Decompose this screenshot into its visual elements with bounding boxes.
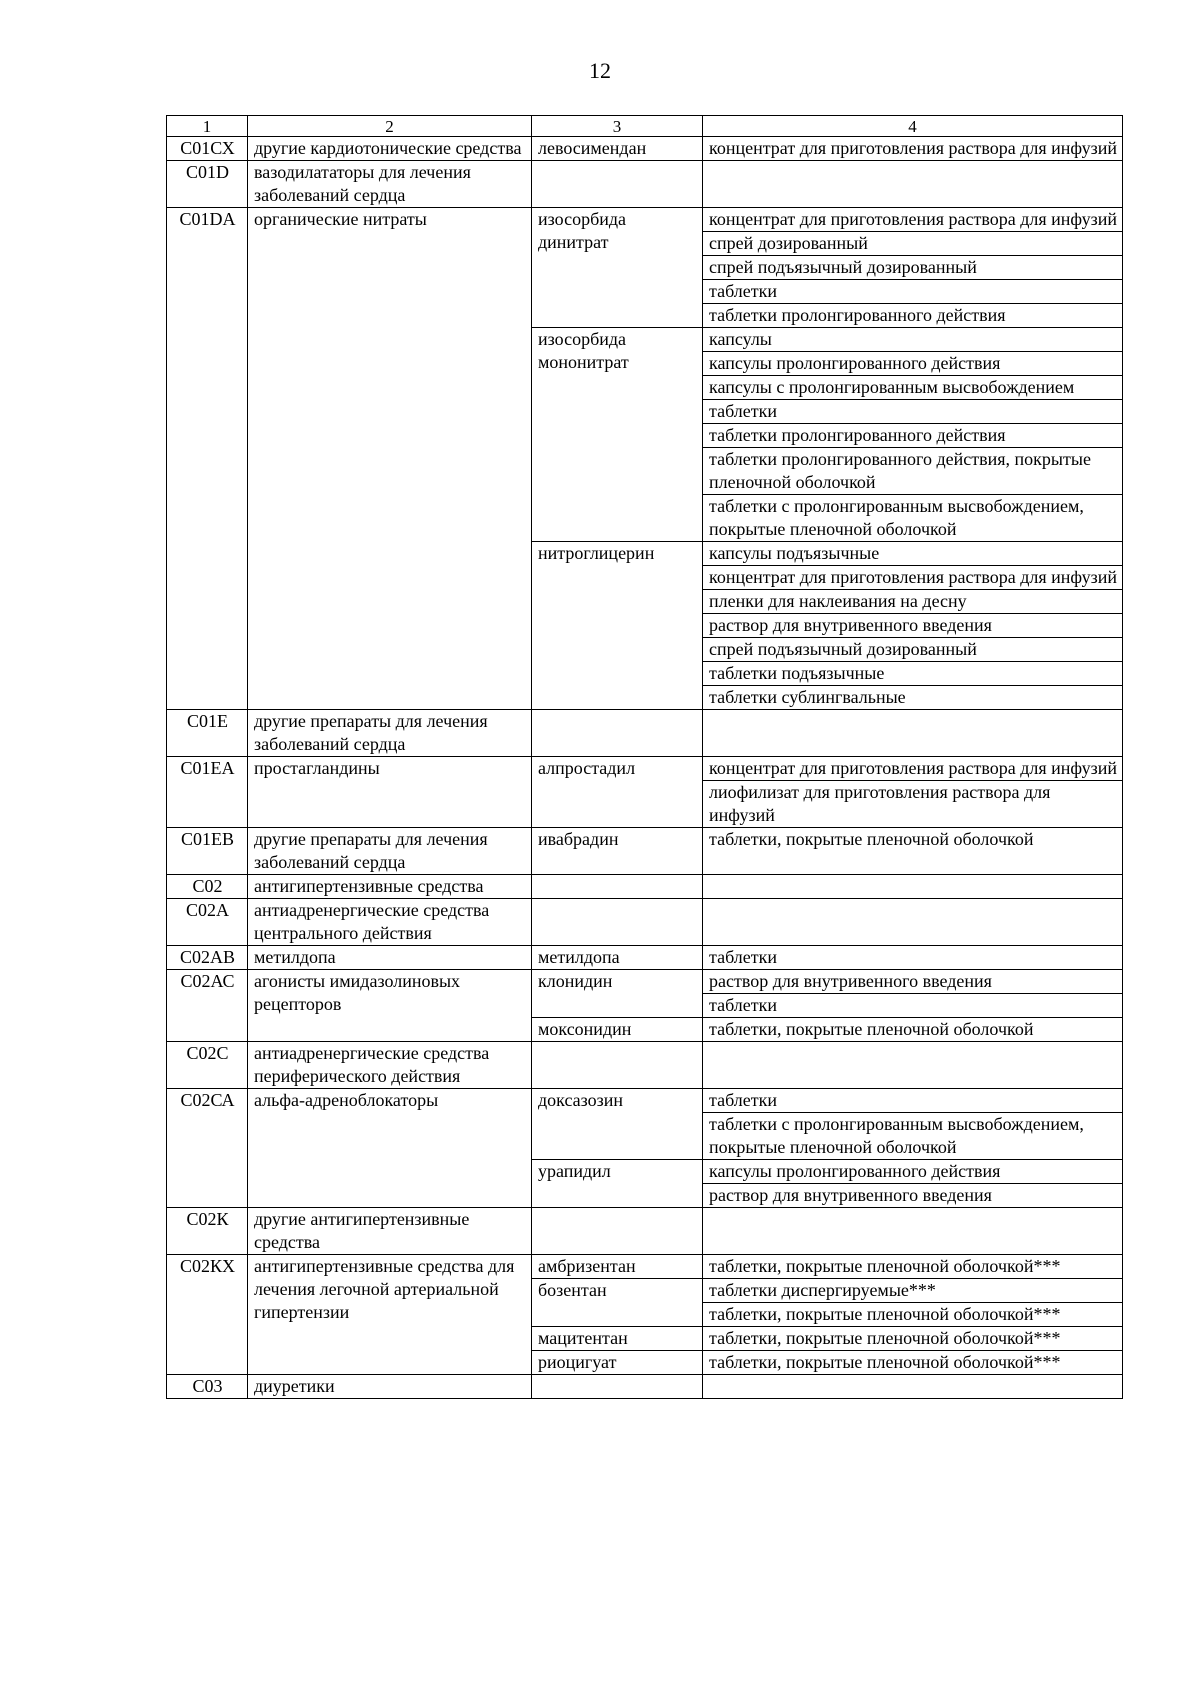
drug-name-cell: риоцигуат <box>532 1351 703 1375</box>
dosage-form-cell: концентрат для приготовления раствора для инфузий <box>703 566 1123 590</box>
table-row <box>167 828 1123 875</box>
atc-code-cell: С02АВ <box>167 946 248 970</box>
dosage-form-cell: пленки для наклеивания на десну <box>703 590 1123 614</box>
dosage-form-cell: таблетки <box>703 1089 1123 1113</box>
table-row <box>167 710 1123 757</box>
atc-code-cell: С02А <box>167 899 248 946</box>
drug-name-cell: бозентан <box>532 1279 703 1327</box>
table-row <box>167 899 1123 946</box>
dosage-form-cell: таблетки <box>703 946 1123 970</box>
dosage-form-cell: таблетки с пролонгированным высвобождением, покрытые пленочной оболочкой <box>703 495 1123 542</box>
table-row <box>167 137 1123 161</box>
group-name-cell: другие препараты для лечения заболеваний сердца <box>248 828 532 875</box>
dosage-form-cell: таблетки, покрытые пленочной оболочкой*** <box>703 1255 1123 1279</box>
atc-code-cell: С02К <box>167 1208 248 1255</box>
group-name-cell: диуретики <box>248 1375 532 1399</box>
drug-name-cell <box>532 899 703 946</box>
drug-name-cell <box>532 710 703 757</box>
drug-name-cell: амбризентан <box>532 1255 703 1279</box>
dosage-form-cell: таблетки пролонгированного действия <box>703 304 1123 328</box>
table-row <box>167 970 1123 994</box>
medicines-table <box>166 115 1123 1399</box>
dosage-form-cell: таблетки <box>703 280 1123 304</box>
drug-name-cell: изосорбида мононитрат <box>532 328 703 542</box>
drug-name-cell <box>532 1208 703 1255</box>
dosage-form-cell: спрей подъязычный дозированный <box>703 638 1123 662</box>
dosage-form-cell: концентрат для приготовления раствора для инфузий <box>703 208 1123 232</box>
dosage-form-cell <box>703 1042 1123 1089</box>
dosage-form-cell: лиофилизат для приготовления раствора для инфузий <box>703 781 1123 828</box>
dosage-form-cell <box>703 1208 1123 1255</box>
drug-name-cell: алпростадил <box>532 757 703 828</box>
atc-code-cell: С03 <box>167 1375 248 1399</box>
atc-code-cell: С01Е <box>167 710 248 757</box>
dosage-form-cell: таблетки подъязычные <box>703 662 1123 686</box>
dosage-form-cell: таблетки, покрытые пленочной оболочкой <box>703 828 1123 875</box>
dosage-form-cell <box>703 1375 1123 1399</box>
atc-code-cell: С02КХ <box>167 1255 248 1375</box>
dosage-form-cell <box>703 875 1123 899</box>
table-row <box>167 1089 1123 1113</box>
dosage-form-cell <box>703 899 1123 946</box>
table-row <box>167 1042 1123 1089</box>
group-name-cell: вазодилататоры для лечения заболеваний сердца <box>248 161 532 208</box>
group-name-cell: антиадренергические средства периферического действия <box>248 1042 532 1089</box>
dosage-form-cell <box>703 161 1123 208</box>
dosage-form-cell: таблетки, покрытые пленочной оболочкой*** <box>703 1327 1123 1351</box>
dosage-form-cell: таблетки <box>703 994 1123 1018</box>
group-name-cell: агонисты имидазолиновых рецепторов <box>248 970 532 1042</box>
dosage-form-cell: таблетки сублингвальные <box>703 686 1123 710</box>
drug-name-cell: мацитентан <box>532 1327 703 1351</box>
dosage-form-cell: таблетки пролонгированного действия <box>703 424 1123 448</box>
drug-name-cell: доксазозин <box>532 1089 703 1160</box>
dosage-form-cell: таблетки пролонгированного действия, покрытые пленочной оболочкой <box>703 448 1123 495</box>
drug-name-cell: изосорбида динитрат <box>532 208 703 328</box>
drug-name-cell <box>532 1375 703 1399</box>
group-name-cell: антигипертензивные средства для лечения легочной артериальной гипертензии <box>248 1255 532 1375</box>
dosage-form-cell: спрей дозированный <box>703 232 1123 256</box>
group-name-cell: метилдопа <box>248 946 532 970</box>
group-name-cell: альфа-адреноблокаторы <box>248 1089 532 1208</box>
drug-name-cell: метилдопа <box>532 946 703 970</box>
atc-code-cell: С02С <box>167 1042 248 1089</box>
dosage-form-cell: спрей подъязычный дозированный <box>703 256 1123 280</box>
atc-code-cell: С01D <box>167 161 248 208</box>
drug-name-cell <box>532 875 703 899</box>
dosage-form-cell: таблетки, покрытые пленочной оболочкой*** <box>703 1303 1123 1327</box>
atc-code-cell: С02АС <box>167 970 248 1042</box>
dosage-form-cell: таблетки, покрытые пленочной оболочкой <box>703 1018 1123 1042</box>
dosage-form-cell: концентрат для приготовления раствора для инфузий <box>703 757 1123 781</box>
table-row <box>167 875 1123 899</box>
table-row <box>167 161 1123 208</box>
group-name-cell: другие препараты для лечения заболеваний сердца <box>248 710 532 757</box>
atc-code-cell: С02СА <box>167 1089 248 1208</box>
group-name-cell: другие кардиотонические средства <box>248 137 532 161</box>
atc-code-cell: С02 <box>167 875 248 899</box>
dosage-form-cell: капсулы <box>703 328 1123 352</box>
table-row <box>167 208 1123 232</box>
dosage-form-cell: капсулы пролонгированного действия <box>703 1160 1123 1184</box>
table-row <box>167 1208 1123 1255</box>
drug-name-cell: нитроглицерин <box>532 542 703 710</box>
drug-name-cell <box>532 1042 703 1089</box>
table-row <box>167 757 1123 781</box>
atc-code-cell: С01ЕА <box>167 757 248 828</box>
drug-name-cell: ивабрадин <box>532 828 703 875</box>
dosage-form-cell: таблетки <box>703 400 1123 424</box>
drug-name-cell <box>532 161 703 208</box>
table-row <box>167 946 1123 970</box>
dosage-form-cell: таблетки с пролонгированным высвобождением, покрытые пленочной оболочкой <box>703 1113 1123 1160</box>
dosage-form-cell: капсулы подъязычные <box>703 542 1123 566</box>
dosage-form-cell: капсулы пролонгированного действия <box>703 352 1123 376</box>
atc-code-cell: С01СХ <box>167 137 248 161</box>
group-name-cell: простагландины <box>248 757 532 828</box>
dosage-form-cell: таблетки диспергируемые*** <box>703 1279 1123 1303</box>
group-name-cell: органические нитраты <box>248 208 532 710</box>
dosage-form-cell: таблетки, покрытые пленочной оболочкой*** <box>703 1351 1123 1375</box>
table-header-row <box>167 116 1123 137</box>
dosage-form-cell: концентрат для приготовления раствора для инфузий <box>703 137 1123 161</box>
dosage-form-cell: раствор для внутривенного введения <box>703 1184 1123 1208</box>
group-name-cell: антигипертензивные средства <box>248 875 532 899</box>
drug-name-cell: моксонидин <box>532 1018 703 1042</box>
dosage-form-cell: раствор для внутривенного введения <box>703 970 1123 994</box>
table-row <box>167 1255 1123 1279</box>
column-header: 2 <box>248 116 532 137</box>
dosage-form-cell: капсулы с пролонгированным высвобождением <box>703 376 1123 400</box>
column-header: 3 <box>532 116 703 137</box>
atc-code-cell: С01ЕВ <box>167 828 248 875</box>
column-header: 4 <box>703 116 1123 137</box>
atc-code-cell: С01DA <box>167 208 248 710</box>
drug-name-cell: левосимендан <box>532 137 703 161</box>
dosage-form-cell: раствор для внутривенного введения <box>703 614 1123 638</box>
group-name-cell: другие антигипертензивные средства <box>248 1208 532 1255</box>
dosage-form-cell <box>703 710 1123 757</box>
table-row <box>167 1375 1123 1399</box>
drug-name-cell: урапидил <box>532 1160 703 1208</box>
column-header: 1 <box>167 116 248 137</box>
page-number: 12 <box>589 58 611 83</box>
group-name-cell: антиадренергические средства центрального действия <box>248 899 532 946</box>
drug-name-cell: клонидин <box>532 970 703 1018</box>
